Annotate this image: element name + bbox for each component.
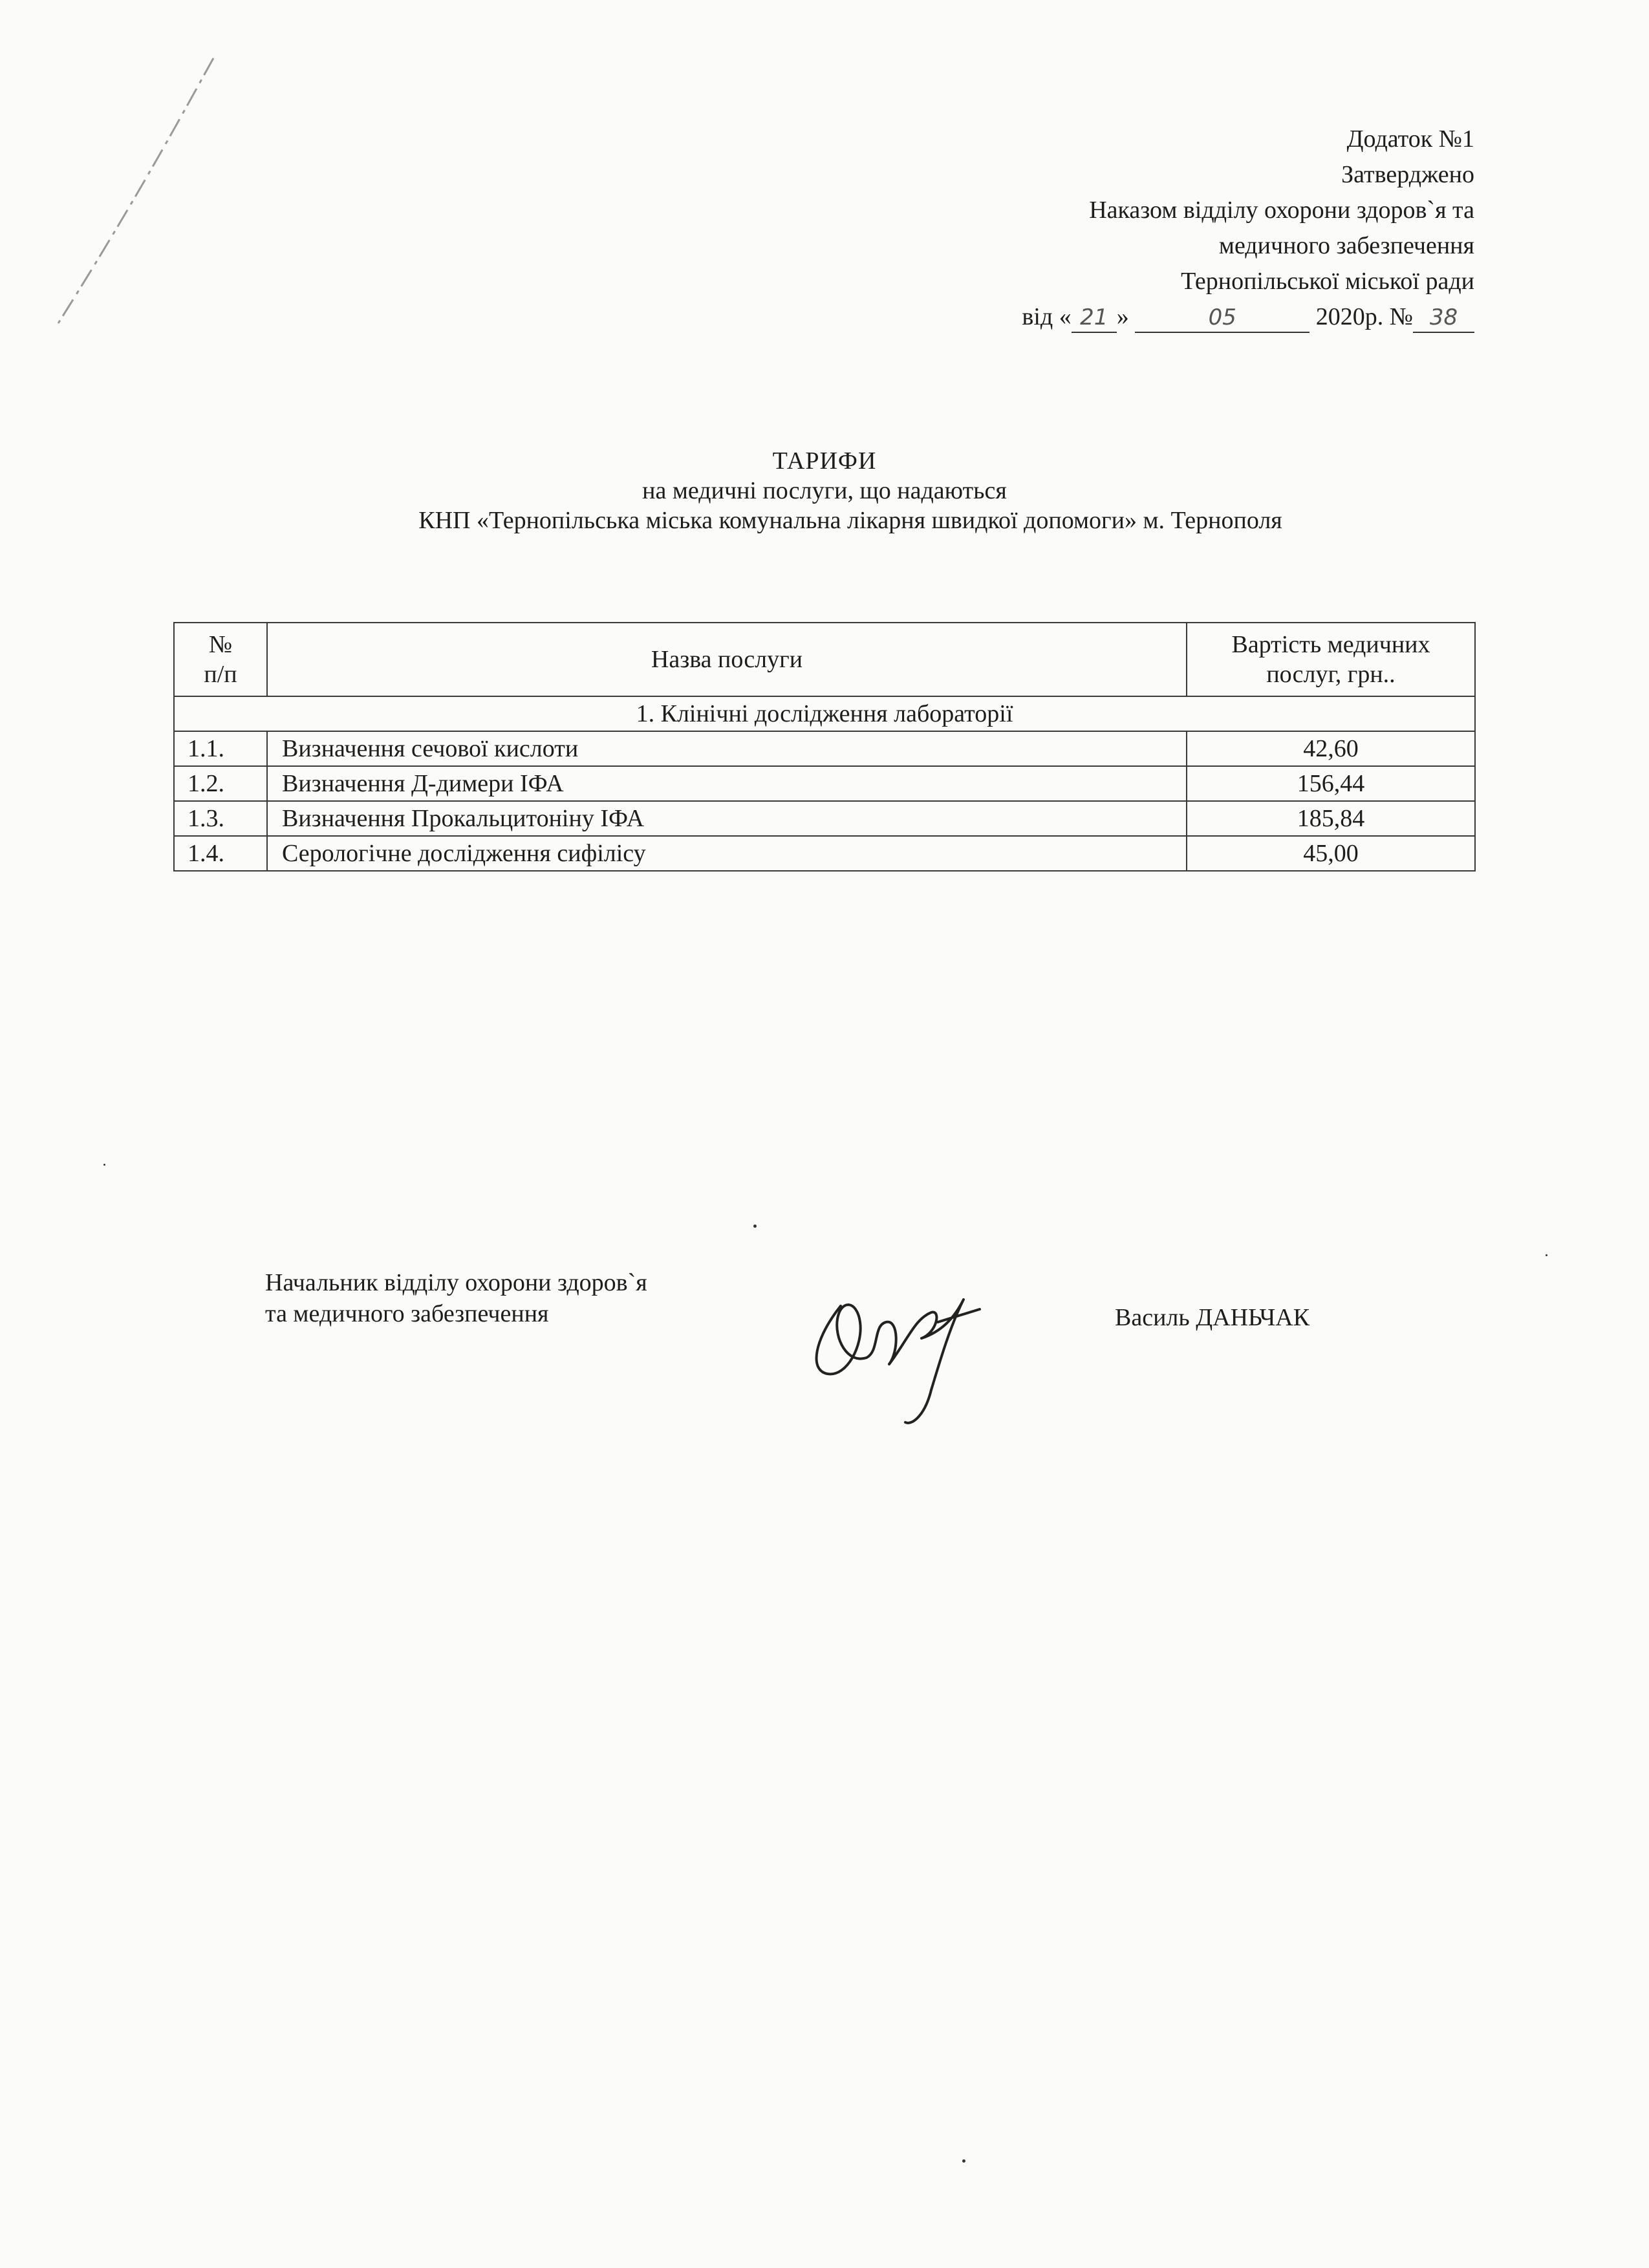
order-authority-line2: медичного забезпечення	[1218, 232, 1474, 259]
scan-speck	[753, 1225, 757, 1228]
handwritten-signature	[802, 1261, 1009, 1442]
institution-name: КНП «Тернопільська міська комунальна лікарня швидкої допомоги» м. Тернополя	[418, 507, 1282, 534]
document-title: ТАРИФИ	[772, 447, 877, 475]
signer-position-line2: та медичного забезпечення	[265, 1300, 549, 1327]
document-title-block	[0, 446, 1649, 535]
approval-block	[892, 122, 1474, 335]
row-service-name: Серологічне дослідження сифілісу	[267, 836, 1187, 871]
section-row	[174, 696, 1475, 731]
row-service-name: Визначення Д-димери ІФА	[267, 766, 1187, 801]
scan-artifact-line	[39, 39, 246, 336]
row-price: 185,84	[1187, 801, 1475, 836]
table-header-row	[174, 623, 1475, 696]
date-mid: »	[1116, 303, 1129, 330]
section-title: 1. Клінічні дослідження лабораторії	[174, 696, 1475, 731]
order-number: 38	[1413, 303, 1474, 333]
row-number: 1.2.	[174, 766, 267, 801]
header-number-line2: п/п	[204, 661, 237, 688]
row-number: 1.4.	[174, 836, 267, 871]
row-price: 156,44	[1187, 766, 1475, 801]
scan-speck	[1546, 1254, 1547, 1256]
header-service-name: Назва послуги	[267, 623, 1187, 696]
scan-speck	[962, 2159, 965, 2163]
row-service-name: Визначення Прокальцитоніну ІФА	[267, 801, 1187, 836]
signer-name: Василь ДАНЬЧАК	[1115, 1304, 1310, 1331]
date-year-text: 2020р. №	[1315, 303, 1413, 330]
row-service-name: Визначення сечової кислоти	[267, 731, 1187, 766]
table-row	[174, 836, 1475, 871]
city-council-label: Тернопільської міської ради	[1181, 268, 1474, 295]
table-row	[174, 766, 1475, 801]
date-day: 21	[1072, 303, 1117, 333]
scan-speck	[103, 1164, 105, 1166]
row-number: 1.1.	[174, 731, 267, 766]
approved-label: Затверджено	[1341, 161, 1474, 188]
order-date-line	[892, 299, 1474, 335]
table-row	[174, 801, 1475, 836]
header-number	[174, 623, 267, 696]
header-price	[1187, 623, 1475, 696]
header-price-line1: Вартість медичних	[1231, 631, 1430, 658]
header-number-line1: №	[208, 631, 233, 658]
signer-position	[265, 1267, 647, 1329]
date-prefix: від «	[1022, 303, 1072, 330]
row-price: 42,60	[1187, 731, 1475, 766]
annex-label: Додаток №1	[1346, 125, 1474, 153]
document-subtitle: на медичні послуги, що надаються	[642, 477, 1007, 504]
row-price: 45,00	[1187, 836, 1475, 871]
row-number: 1.3.	[174, 801, 267, 836]
signer-position-line1: Начальник відділу охорони здоров`я	[265, 1269, 647, 1296]
tariffs-table	[173, 622, 1476, 872]
table-row	[174, 731, 1475, 766]
date-month: 05	[1135, 303, 1310, 333]
header-price-line2: послуг, грн..	[1266, 661, 1396, 688]
order-authority-line1: Наказом відділу охорони здоров`я та	[1089, 197, 1474, 224]
